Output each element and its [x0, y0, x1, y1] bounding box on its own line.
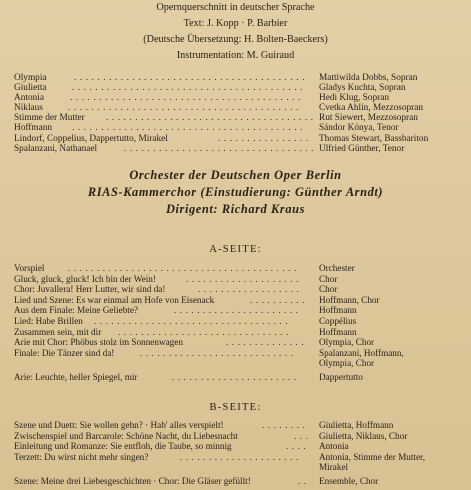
track-row [14, 420, 464, 431]
track-title: Arie mit Chor: Phöbus stolz im Sonnenwagen [14, 337, 183, 348]
role-name: Giulietta [14, 83, 47, 94]
track-performers: Hoffmann, Chor [319, 294, 380, 305]
track-title: Einleitung und Romanze: Sie entfloh, die Taube, so minnig [14, 441, 232, 452]
leader-dots: . . . . . . . . . . . . . . . . . . . . . . . . . . . . . . . . . . . . . . . . [72, 83, 304, 94]
singer-name: Sándor Kónya, Tenor [319, 123, 399, 134]
track-title: Zwischenspiel und Barcarole: Schöne Nacht, du Liebesnacht [14, 430, 238, 441]
track-title: Szene und Duett: Sie wollen gehn? · Hab' alles verspielt! [14, 420, 224, 430]
track-row [14, 348, 464, 359]
track-row [14, 316, 464, 327]
track-performers: Orchester [319, 263, 355, 273]
track-performers: Coppélius [319, 315, 357, 326]
track-performers: Giulietta, Hoffmann [319, 420, 394, 430]
side-a-heading: A-SEITE: [209, 244, 262, 255]
track-row-continued [14, 358, 464, 369]
track-performers: Hoffmann [319, 326, 357, 337]
track-row [14, 305, 464, 316]
track-performers: Antonia [319, 441, 349, 452]
subtitle: Opernquerschnitt in deutscher Sprache [156, 2, 315, 13]
singer-name: Gladys Kuchta, Sopran [319, 83, 406, 94]
orchestra: Orchester der Deutschen Oper Berlin [129, 168, 342, 182]
track-row [14, 263, 464, 274]
cast-row [14, 113, 464, 123]
track-title: Aus dem Finale: Meine Geliebte? [14, 305, 138, 316]
singer-name: Mattiwilda Dobbs, Sopran [319, 73, 418, 83]
track-performers: Chor [319, 284, 338, 295]
singer-name: Cvetka Ahlin, Mezzosopran [319, 103, 424, 114]
leader-dots: . . . . . . . . . . . . . . . . . . . . . . . . . . . . . . . . . . . . [106, 113, 314, 124]
track-performers: Mirakel [319, 462, 349, 473]
leader-dots: . . [298, 475, 307, 486]
track-performers: Spalanzani, Hoffmann, [319, 347, 404, 358]
track-performers: Antonia, Stimme der Mutter, [319, 451, 426, 462]
track-performers: Hoffmann [319, 305, 357, 316]
translation-credit: (Deutsche Übersetzung: H. Bolten-Baeckers) [143, 34, 328, 45]
leader-dots: . . . . . . . . . . . . . . . . . . [198, 284, 300, 295]
cast-list [14, 73, 464, 154]
leader-dots: . . . . . . . . . . . . . . . . . . . . [186, 273, 299, 284]
track-row [14, 372, 464, 383]
singer-name: Ulfried Günther, Tenor [319, 143, 405, 154]
leader-dots: . . . . . . . . . . . . . . . . . . . . . . [174, 305, 299, 316]
track-row [14, 274, 464, 285]
singer-name: Rut Siewert, Mezzosopran [319, 113, 418, 124]
leader-dots: . . . . . . . . . . . . . . . . . . . . . . . . . . . . . . . . . . . . . . . . [72, 123, 304, 134]
role-name: Antonia [14, 93, 44, 104]
leader-dots: . . . . . . . . . . . . . . . . . . . . . . . . . . . . . . . . . [124, 143, 314, 154]
track-performers: Olympia, Chor [319, 337, 375, 348]
track-row [14, 284, 464, 295]
cast-row [14, 73, 464, 83]
leader-dots: . . . [294, 430, 309, 441]
instrumentation-credit: Instrumentation: M. Guiraud [176, 50, 295, 61]
track-title: Vorspiel [14, 263, 45, 273]
leader-dots: . . . . . . . . . . . . . . . . . . . . . . . . . . . . . . . . . . . . . . . . [74, 73, 306, 83]
track-row [14, 431, 464, 442]
track-performers: Ensemble, Chor [319, 475, 379, 486]
leader-dots: . . . . . . . . . . . . . . . . . . . . . . . . . . . . . . . . . . . . . . . . [68, 103, 300, 114]
leader-dots: . . . . . . . . . . . . . . . . . . . . . . . . . . . [140, 347, 294, 358]
librettists: Text: J. Kopp · P. Barbier [183, 18, 288, 29]
cast-row [14, 123, 464, 133]
leader-dots: . . . . . . . . . . . . . . . . . . . . . . . . . . . . . . [118, 326, 289, 337]
cast-row [14, 93, 464, 103]
track-title: Arie: Leuchte, heller Spiegel, mir [14, 371, 138, 382]
leader-dots: . . . . . . . . . . . . . . . . [218, 133, 309, 144]
leader-dots: . . . . . . . . . . . . . . . . . . . . . . [172, 371, 297, 382]
cast-row [14, 83, 464, 93]
track-row [14, 295, 464, 306]
track-title: Lied und Szene: Es war einmal am Hofe von Eisenack [14, 294, 215, 305]
role-name: Spalanzani, Nathanael [14, 143, 98, 154]
conductor: Dirigent: Richard Kraus [165, 202, 306, 216]
cast-row [14, 134, 464, 144]
leader-dots: . . . . . . . . . . . . . . . . . . . . . [180, 451, 299, 462]
track-title: Terzett: Du wirst nicht mehr singen? [14, 451, 149, 462]
track-title: Zusammen sein, mit dir [14, 326, 102, 337]
track-row [14, 452, 464, 463]
role-name: Stimme der Mutter [14, 113, 85, 124]
track-title: Chor: Juvallera! Herr Lutter, wir sind da! [14, 284, 166, 295]
track-performers: Giulietta, Niklaus, Chor [319, 430, 408, 441]
role-name: Lindorf, Coppelius, Dappertutto, Mirakel [14, 133, 168, 144]
leader-dots: . . . . . . . . . . . . . . . . . . . . . . . . . . . . . . . . . . [94, 315, 289, 326]
track-title: Gluck, gluck, gluck! Ich bin der Wein! [14, 273, 156, 284]
track-title: Szene: Meine drei Liebesgeschichten · Chor: Die Gläser gefüllt! [14, 475, 251, 486]
leader-dots: . . . . . . . . . . . . . . [226, 337, 305, 348]
side-b-heading: B-SEITE: [209, 402, 262, 413]
leader-dots: . . . . [286, 441, 307, 452]
track-row [14, 476, 464, 487]
track-row [14, 441, 464, 452]
choir: RIAS-Kammerchor (Einstudierung: Günther Arndt) [87, 185, 384, 199]
side-b-tracklist [14, 420, 464, 487]
singer-name: Thomas Stewart, Bassbariton [319, 133, 429, 144]
singer-name: Hedi Klug, Sopran [319, 93, 389, 104]
cast-row [14, 144, 464, 154]
leader-dots: . . . . . . . . [262, 420, 306, 430]
track-performers: Dappertutto [319, 371, 363, 382]
track-title: Lied: Habe Brillen [14, 315, 83, 326]
cast-row [14, 103, 464, 113]
role-name: Olympia [14, 73, 47, 83]
track-performers: Chor [319, 273, 338, 284]
track-row [14, 337, 464, 348]
track-title: Finale: Die Tänzer sind da! [14, 347, 115, 358]
leader-dots: . . . . . . . . . . . . . . . . . . . . . . . . . . . . . . . . . . . . . . . . [68, 263, 297, 273]
track-performers: Olympia, Chor [319, 358, 375, 369]
leader-dots: . . . . . . . . . . . . . . . . . . . . . . . . . . . . . . . . . . . . . . . . [70, 93, 302, 104]
leader-dots: . . . . . . . . . . [250, 294, 306, 305]
role-name: Niklaus [14, 103, 43, 114]
side-a-tracklist [14, 263, 464, 383]
role-name: Hoffmann [14, 123, 53, 134]
track-row [14, 327, 464, 338]
track-row-continued [14, 462, 464, 473]
